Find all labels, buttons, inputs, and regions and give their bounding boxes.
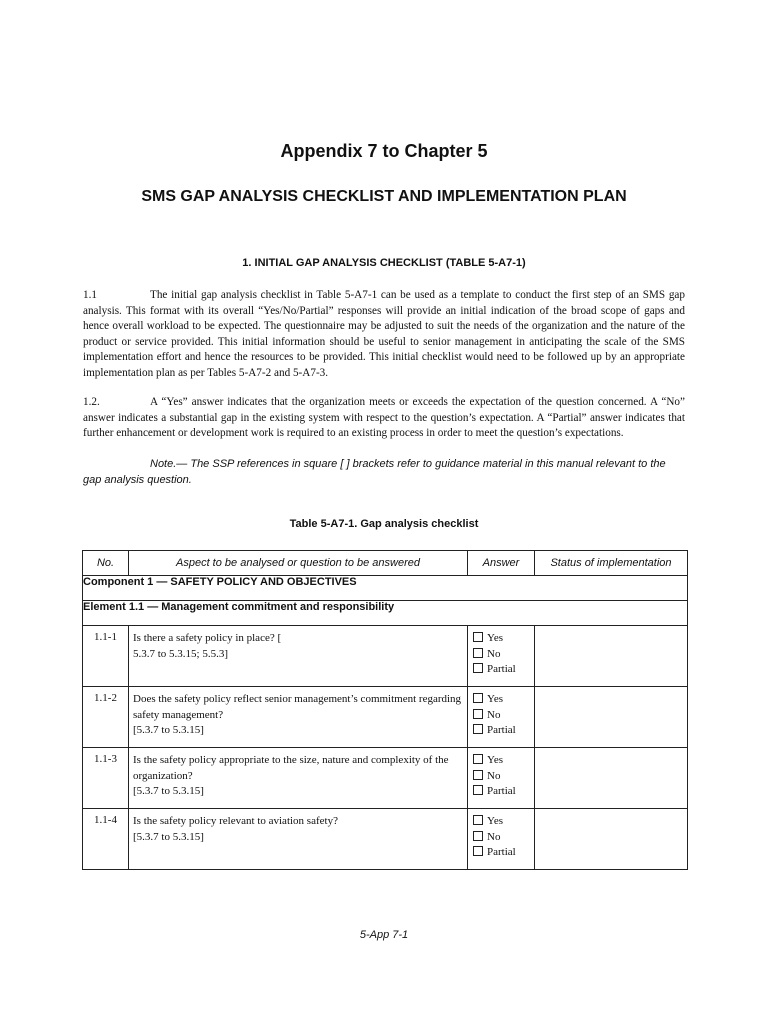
answer-option-no[interactable]: No [473, 830, 534, 846]
checkbox-icon[interactable] [473, 770, 483, 780]
column-header-no: No. [83, 551, 129, 576]
question-text: Does the safety policy reflect senior management’s commitment regarding safety management? [133, 693, 462, 721]
answer-option-yes[interactable]: Yes [473, 631, 534, 647]
question-reference: [5.3.7 to 5.3.15] [133, 785, 204, 797]
component-title: Component 1 — SAFETY POLICY AND OBJECTIVES [83, 576, 688, 601]
question-reference: [5.3.7 to 5.3.15] [133, 830, 204, 843]
answer-option-no[interactable]: No [473, 769, 534, 785]
checkbox-icon[interactable] [473, 724, 483, 734]
table-row [83, 687, 688, 748]
row-question [129, 626, 468, 687]
answer-option-partial[interactable]: Partial [473, 845, 534, 861]
answer-options [468, 748, 535, 809]
document-title: SMS GAP ANALYSIS CHECKLIST AND IMPLEMENTATION PLAN [141, 188, 627, 205]
status-cell[interactable] [535, 626, 688, 687]
question-text: Is the safety policy relevant to aviation safety? [133, 815, 338, 827]
answer-options [468, 626, 535, 687]
paragraph-text: A “Yes” answer indicates that the organization meets or exceeds the expectation of the question concerned. A “No” answer indicates a substantial gap in the existing system with respect to the question’s expectation. A “Partial” answer indicates that further enhancement or development work is required to an existing process in order to meet the question’s expectations. [83, 396, 685, 439]
column-header-status: Status of implementation [535, 551, 688, 576]
row-question [129, 687, 468, 748]
column-header-answer: Answer [468, 551, 535, 576]
row-number: 1.1-4 [83, 809, 129, 870]
table-caption: Table 5-A7-1. Gap analysis checklist [289, 518, 479, 530]
table-row [83, 809, 688, 870]
answer-option-no[interactable]: No [473, 708, 534, 724]
note-text: Note.— The SSP references in square [ ] brackets refer to guidance material in this manual relevant to the gap analysis question. [83, 458, 666, 486]
row-question [129, 748, 468, 809]
checkbox-icon[interactable] [473, 648, 483, 658]
row-number: 1.1-2 [83, 687, 129, 748]
checkbox-icon[interactable] [473, 693, 483, 703]
row-number: 1.1-3 [83, 748, 129, 809]
answer-options [468, 687, 535, 748]
paragraph-1-2 [83, 395, 685, 442]
status-cell[interactable] [535, 687, 688, 748]
checkbox-icon[interactable] [473, 815, 483, 825]
answer-option-yes[interactable]: Yes [473, 692, 534, 708]
column-header-aspect: Aspect to be analysed or question to be answered [129, 551, 468, 576]
checkbox-icon[interactable] [473, 709, 483, 719]
answer-option-partial[interactable]: Partial [473, 784, 534, 800]
question-text: Is there a safety policy in place? [ [133, 632, 282, 644]
paragraph-number: 1.1 [83, 289, 97, 301]
paragraph-text: The initial gap analysis checklist in Table 5-A7-1 can be used as a template to conduct the first step of an SMS gap analysis. This format with its overall “Yes/No/Partial” responses will provide an initial indication of the broad scope of gaps and hence overall workload to be expected. The questionnaire may be adjusted to suit the needs of the organization and the nature of the product or service provided. This initial information should be useful to senior management in anticipating the scale of the SMS implementation effort and hence the resources to be provided. This initial checklist would need to be followed up by an appropriate implementation plan as per Tables 5-A7-2 and 5-A7-3. [83, 289, 685, 379]
appendix-title: Appendix 7 to Chapter 5 [280, 141, 488, 161]
page-footer: 5-App 7-1 [359, 929, 409, 941]
answer-option-no[interactable]: No [473, 647, 534, 663]
gap-analysis-table [82, 550, 688, 870]
element-title: Element 1.1 — Management commitment and responsibility [83, 601, 688, 626]
question-text: Is the safety policy appropriate to the size, nature and complexity of the organization? [133, 754, 449, 782]
component-row [83, 576, 688, 601]
paragraph-number: 1.2. [83, 396, 100, 408]
section-heading: 1. INITIAL GAP ANALYSIS CHECKLIST (TABLE 5-A7-1) [242, 257, 526, 269]
answer-option-partial[interactable]: Partial [473, 662, 534, 678]
element-row [83, 601, 688, 626]
checkbox-icon[interactable] [473, 632, 483, 642]
table-row [83, 626, 688, 687]
checkbox-icon[interactable] [473, 754, 483, 764]
paragraph-1-1 [83, 288, 685, 381]
checkbox-icon[interactable] [473, 831, 483, 841]
status-cell[interactable] [535, 748, 688, 809]
status-cell[interactable] [535, 809, 688, 870]
question-reference: 5.3.7 to 5.3.15; 5.5.3] [133, 647, 229, 660]
answer-option-partial[interactable]: Partial [473, 723, 534, 739]
answer-options [468, 809, 535, 870]
checkbox-icon[interactable] [473, 785, 483, 795]
checkbox-icon[interactable] [473, 846, 483, 856]
note [83, 456, 685, 488]
answer-option-yes[interactable]: Yes [473, 814, 534, 830]
table-header-row [83, 551, 688, 576]
table-row [83, 748, 688, 809]
checkbox-icon[interactable] [473, 663, 483, 673]
question-reference: [5.3.7 to 5.3.15] [133, 724, 204, 736]
answer-option-yes[interactable]: Yes [473, 753, 534, 769]
row-number: 1.1-1 [83, 626, 129, 687]
row-question [129, 809, 468, 870]
